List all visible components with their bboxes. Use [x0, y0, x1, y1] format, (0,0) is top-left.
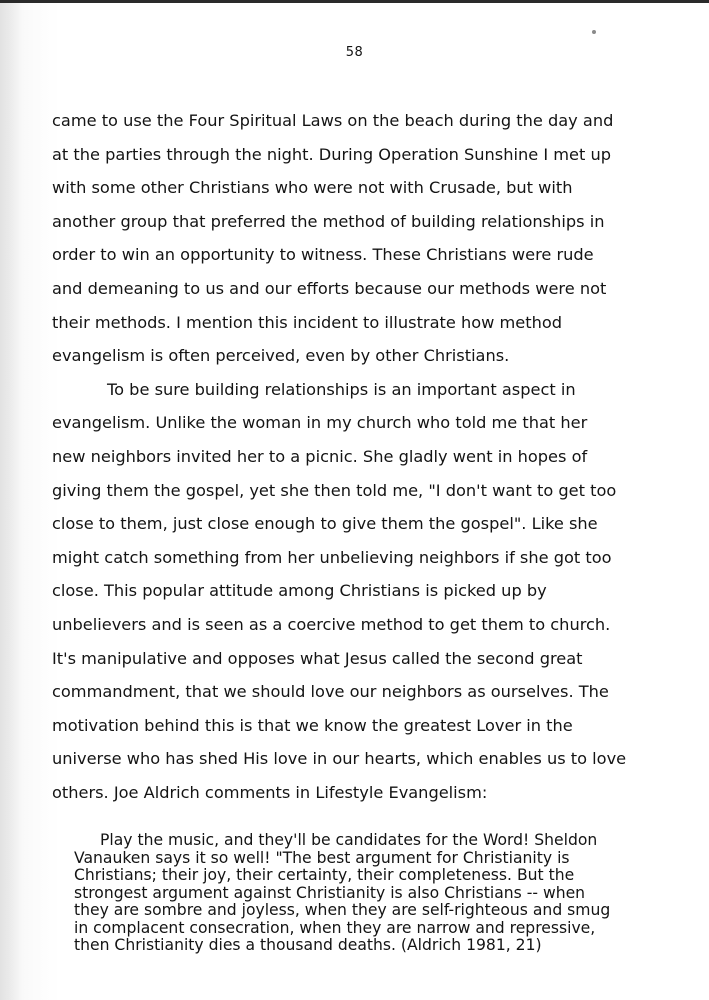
body-line: giving them the gospel, yet she then told me, "I don't want to get too [52, 480, 617, 500]
body-line: It's manipulative and opposes what Jesus called the second great [52, 648, 583, 668]
body-line: and demeaning to us and our efforts because our methods were not [52, 278, 607, 298]
quote-line: Christians; their joy, their certainty, their completeness. But the [74, 866, 575, 884]
body-line: universe who has shed His love in our hearts, which enables us to love [52, 749, 627, 769]
quote-line: in complacent consecration, when they are narrow and repressive, [74, 918, 596, 937]
body-line: close to them, just close enough to give them the gospel". Like she [52, 514, 598, 534]
page-number: 58 [345, 45, 364, 60]
body-line: order to win an opportunity to witness. These Christians were rude [52, 245, 594, 265]
paragraph-start-line: To be sure building relationships is an important aspect in [107, 379, 576, 399]
body-line: commandment, that we should love our neighbors as ourselves. The [52, 682, 609, 702]
body-line: new neighbors invited her to a picnic. She gladly went in hopes of [52, 446, 588, 466]
body-line: others. Joe Aldrich comments in Lifestyle Evangelism: [52, 782, 488, 802]
quote-line: then Christianity dies a thousand deaths. (Aldrich 1981, 21) [74, 936, 542, 954]
quote-line: strongest argument against Christianity is also Christians -- when [74, 883, 586, 902]
body-line: with some other Christians who were not with Crusade, but with [52, 178, 573, 198]
body-line: evangelism is often perceived, even by other Christians. [52, 346, 510, 366]
scan-top-edge [0, 0, 709, 3]
body-line: their methods. I mention this incident to illustrate how method [52, 312, 563, 332]
block-quote [74, 832, 664, 955]
quote-line: they are sombre and joyless, when they are self-righteous and smug [74, 901, 611, 919]
body-line: came to use the Four Spiritual Laws on the beach during the day and [52, 111, 614, 130]
body-line: evangelism. Unlike the woman in my church who told me that her [52, 413, 588, 433]
body-line: another group that preferred the method of building relationships in [52, 211, 605, 231]
body-line: might catch something from her unbelieving neighbors if she got too [52, 547, 612, 567]
body-text [52, 104, 652, 809]
body-line: unbelievers and is seen as a coercive method to get them to church. [52, 614, 611, 634]
scan-speck [592, 30, 596, 34]
body-line: at the parties through the night. During Operation Sunshine I met up [52, 144, 612, 164]
quote-line: Play the music, and they'll be candidates for the Word! Sheldon [100, 831, 598, 849]
body-line: motivation behind this is that we know the greatest Lover in the [52, 715, 573, 735]
quote-line: Vanauken says it so well! "The best argument for Christianity is [74, 848, 570, 867]
scan-left-shadow [0, 0, 22, 1000]
body-line: close. This popular attitude among Christians is picked up by [52, 581, 547, 601]
